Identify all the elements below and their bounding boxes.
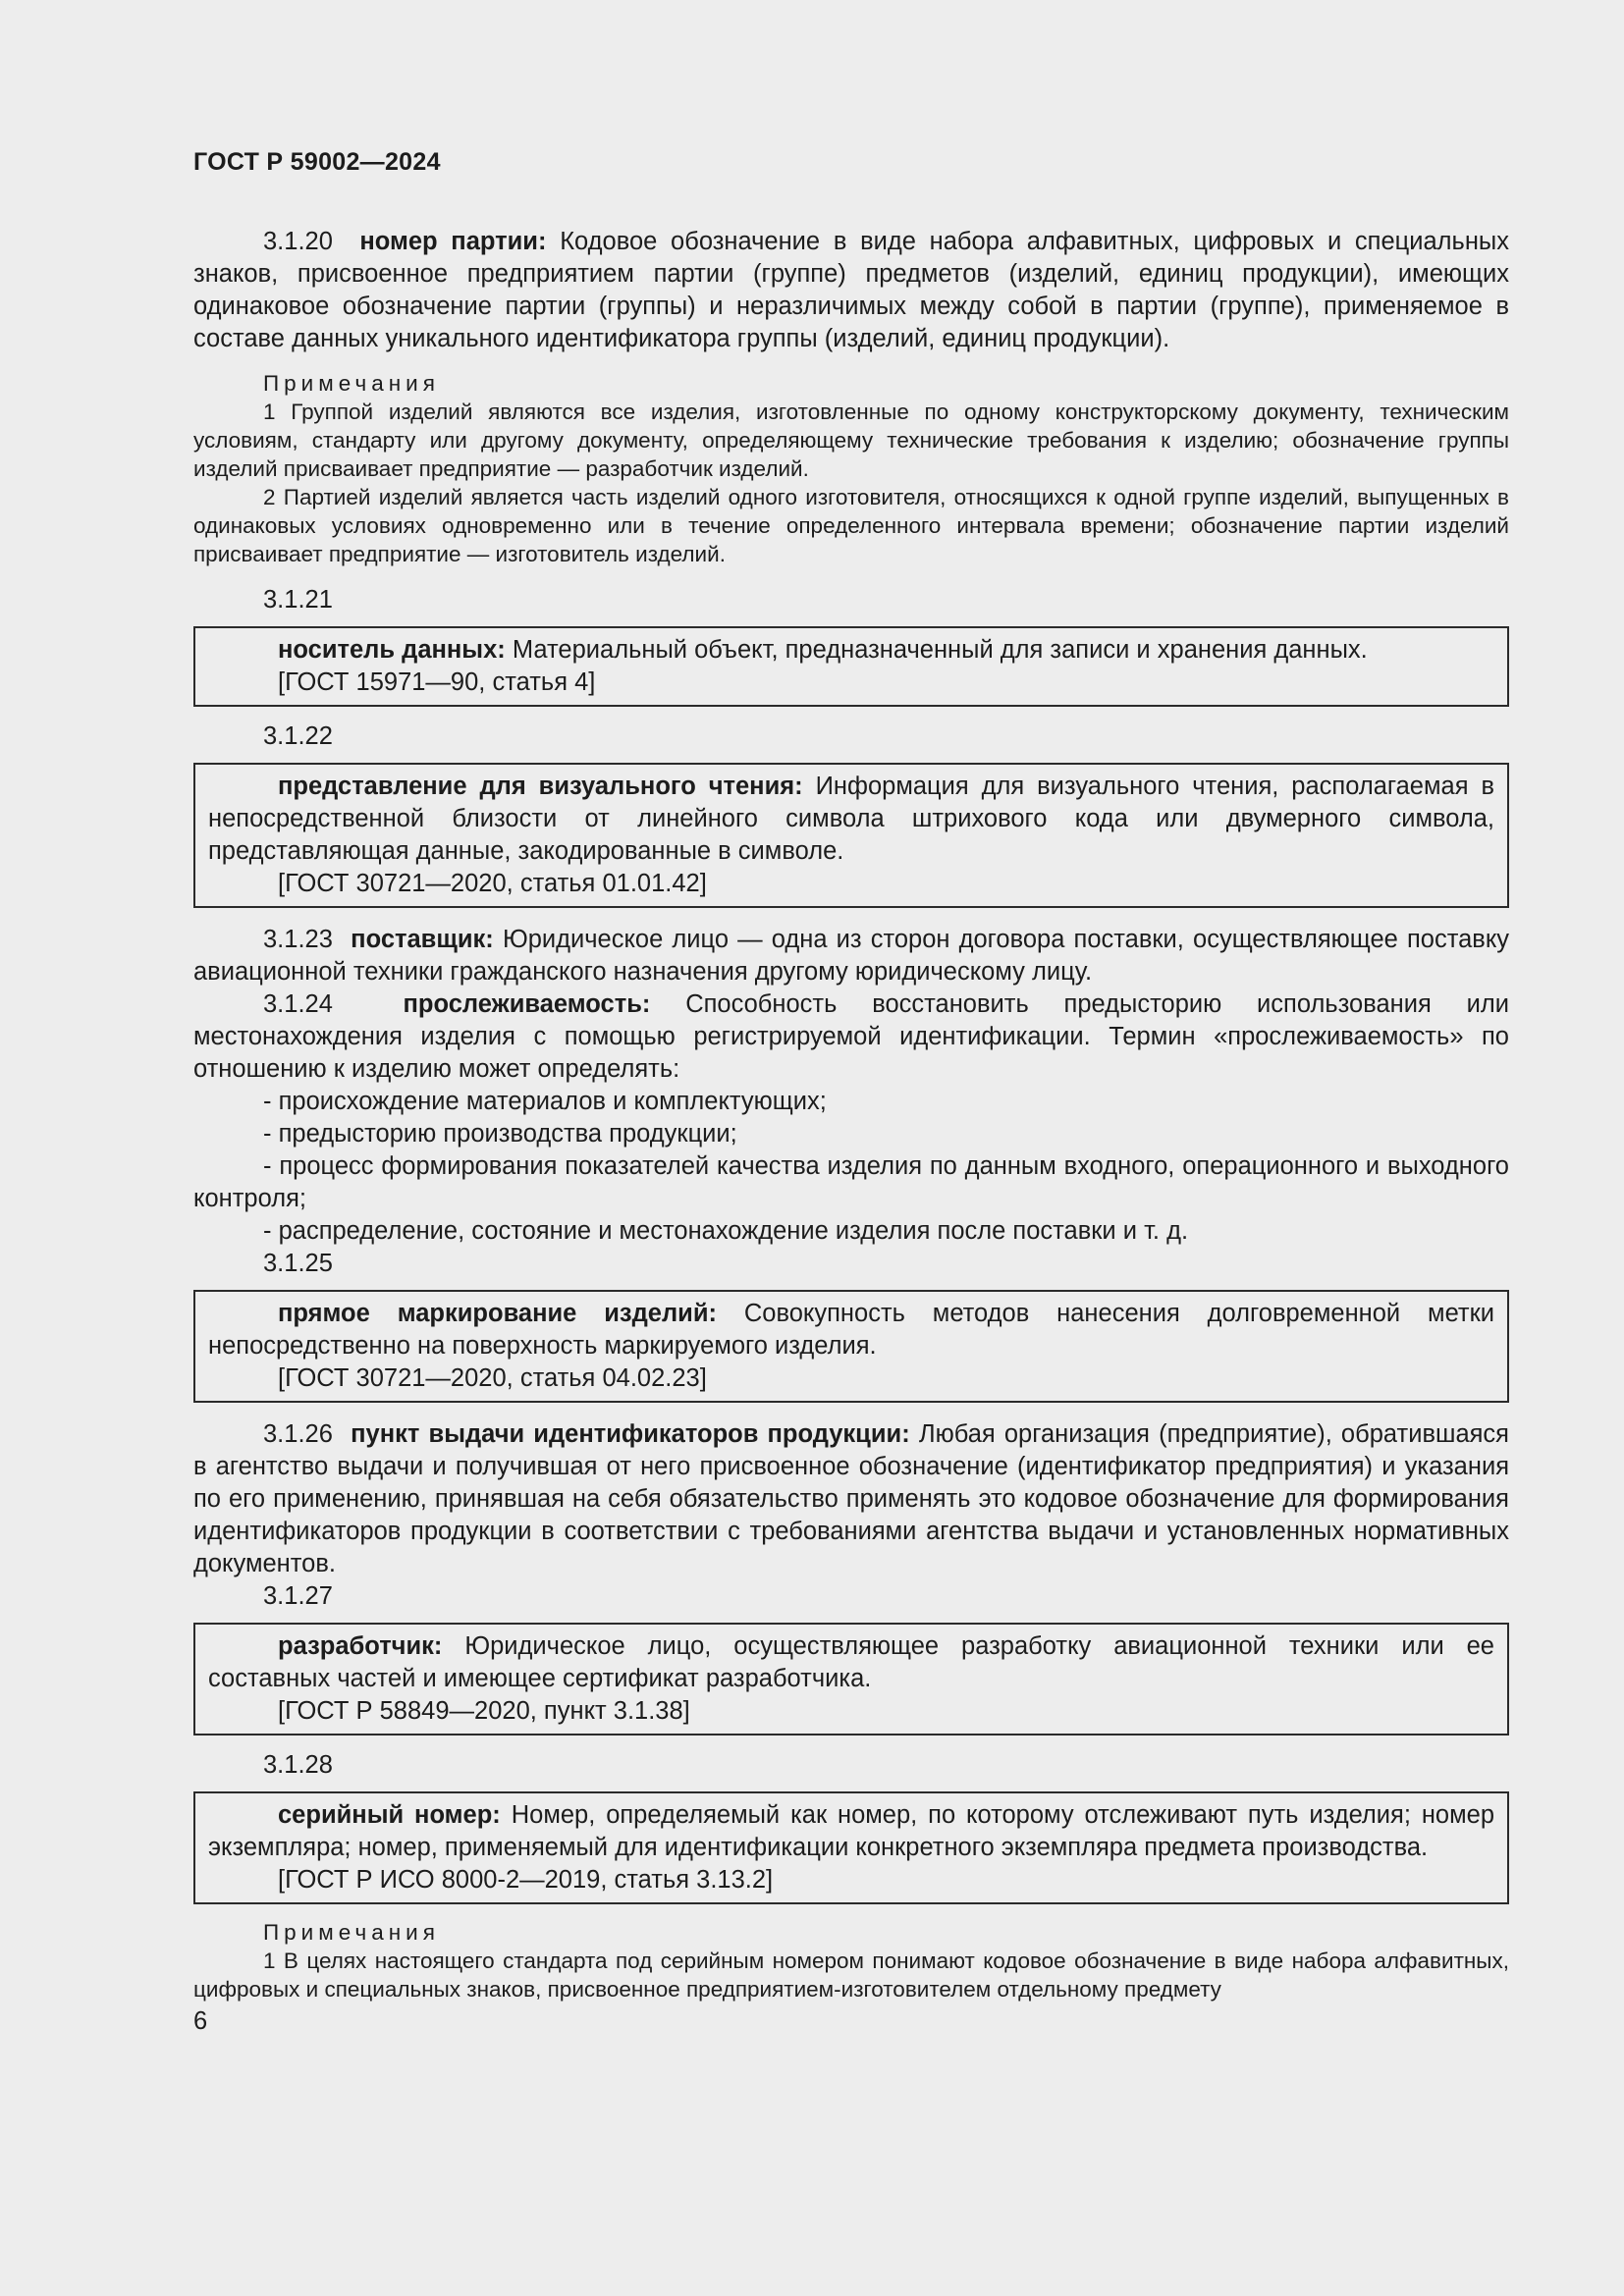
term-title: пункт выдачи идентификаторов продукции: bbox=[351, 1420, 910, 1448]
notes-heading: Примечания bbox=[263, 371, 440, 396]
document-header: ГОСТ Р 59002—2024 bbox=[193, 148, 441, 176]
term-source: [ГОСТ Р ИСО 8000-2—2019, статья 3.13.2] bbox=[278, 1866, 774, 1894]
term-definition: Юридическое лицо, осуществляющее разработку авиационной техники или ее составных частей и имеющее сертификат разработчика. bbox=[208, 1632, 1494, 1692]
term-title: прослеживаемость: bbox=[403, 990, 651, 1018]
notes-heading: Примечания bbox=[263, 1920, 440, 1945]
page-number: 6 bbox=[193, 2007, 208, 2035]
list-item: - процесс формирования показателей качества изделия по данным входного, операционного и выходного контроля; bbox=[193, 1152, 1509, 1212]
term-title: прямое маркирование изделий: bbox=[278, 1300, 717, 1327]
term-box-3-1-21 bbox=[193, 626, 1509, 707]
term-definition: Информация для визуального чтения, располагаемая в непосредственной близости от линейного символа штрихового кода или двумерного символа, представляющая данные, закодированные в символе. bbox=[208, 773, 1494, 865]
document-page bbox=[193, 145, 1509, 2038]
note-1: 1 В целях настоящего стандарта под серийным номером понимают кодовое обозначение в виде набора алфавитных, цифровых и специальных знаков, присвоенное предприятием-изготовителем отдельному предмету bbox=[193, 1949, 1509, 2002]
term-box-3-1-27 bbox=[193, 1623, 1509, 1735]
note-2: 2 Партией изделий является часть изделий одного изготовителя, относящихся к одной группе изделий, выпущенных в одинаковых условиях одновременно или в течение определенного интервала времени; обозначение партии изделий присваивает предприятие — изготовитель изделий. bbox=[193, 485, 1509, 566]
term-definition: Материальный объект, предназначенный для записи и хранения данных. bbox=[512, 636, 1368, 664]
term-title: разработчик: bbox=[278, 1632, 443, 1660]
term-box-3-1-25 bbox=[193, 1290, 1509, 1403]
list-item: - распределение, состояние и местонахождение изделия после поставки и т. д. bbox=[263, 1217, 1189, 1245]
term-definition: Способность восстановить предысторию использования или местонахождения изделия с помощью регистрируемой идентификации. Термин «прослеживаемость» по отношению к изделию может определять: bbox=[193, 990, 1509, 1083]
term-definition: Любая организация (предприятие), обратившаяся в агентство выдачи и получившая от него присвоенное обозначение (идентификатор предприятия) и указания по его применению, принявшая на себя обязательство применять это кодовое обозначение для формирования идентификаторов продукции в соответствии с требованиями агентства выдачи и установленных нормативных документов. bbox=[193, 1420, 1509, 1577]
term-definition: Номер, определяемый как номер, по которому отслеживают путь изделия; номер экземпляра; номер, применяемый для идентификации конкретного экземпляра предмета производства. bbox=[208, 1801, 1495, 1861]
term-3-1-26 bbox=[193, 1418, 1509, 1580]
term-definition: Кодовое обозначение в виде набора алфавитных, цифровых и специальных знаков, присвоенное предприятием партии (группе) предметов (изделий, единиц продукции), имеющих одинаковое обозначение партии (группы) и неразличимых между собой в партии (группе), применяемое в составе данных уникального идентификатора группы (изделий, единиц продукции). bbox=[193, 228, 1509, 352]
term-definition: Юридическое лицо — одна из сторон договора поставки, осуществляющее поставку авиационной техники гражданского назначения другому юридическому лицу. bbox=[193, 926, 1510, 986]
term-source: [ГОСТ Р 58849—2020, пункт 3.1.38] bbox=[278, 1697, 690, 1725]
term-number-3-1-21: 3.1.21 bbox=[263, 586, 333, 614]
list-item: - предысторию производства продукции; bbox=[263, 1120, 737, 1148]
term-number: 3.1.24 bbox=[263, 990, 333, 1018]
term-number-3-1-27: 3.1.27 bbox=[263, 1582, 333, 1610]
term-box-3-1-22 bbox=[193, 763, 1509, 908]
term-number: 3.1.23 bbox=[263, 926, 333, 953]
term-number-3-1-28: 3.1.28 bbox=[263, 1751, 333, 1779]
term-title: носитель данных: bbox=[278, 636, 506, 664]
term-number: 3.1.20 bbox=[263, 228, 333, 255]
term-source: [ГОСТ 30721—2020, статья 01.01.42] bbox=[278, 870, 707, 897]
note-1: 1 Группой изделий являются все изделия, изготовленные по одному конструкторскому документу, техническим условиям, стандарту или другому документу, определяющему технические требования к изделию; обозначение группы изделий присваивает предприятие — разработчик изделий. bbox=[193, 400, 1509, 481]
term-title: номер партии: bbox=[359, 228, 547, 255]
term-source: [ГОСТ 30721—2020, статья 04.02.23] bbox=[278, 1364, 707, 1392]
list-item: - происхождение материалов и комплектующих; bbox=[263, 1088, 827, 1115]
term-number-3-1-25: 3.1.25 bbox=[263, 1250, 333, 1277]
term-definition: Совокупность методов нанесения долговременной метки непосредственно на поверхность маркируемого изделия. bbox=[208, 1300, 1494, 1360]
term-number-3-1-22: 3.1.22 bbox=[263, 722, 333, 750]
term-3-1-24 bbox=[193, 988, 1509, 1086]
term-title: поставщик: bbox=[351, 926, 494, 953]
term-title: представление для визуального чтения: bbox=[278, 773, 803, 800]
term-3-1-23 bbox=[193, 924, 1509, 988]
term-source: [ГОСТ 15971—90, статья 4] bbox=[278, 668, 596, 696]
term-3-1-20 bbox=[193, 226, 1509, 355]
term-title: серийный номер: bbox=[278, 1801, 501, 1829]
term-box-3-1-28 bbox=[193, 1791, 1509, 1904]
term-number: 3.1.26 bbox=[263, 1420, 333, 1448]
